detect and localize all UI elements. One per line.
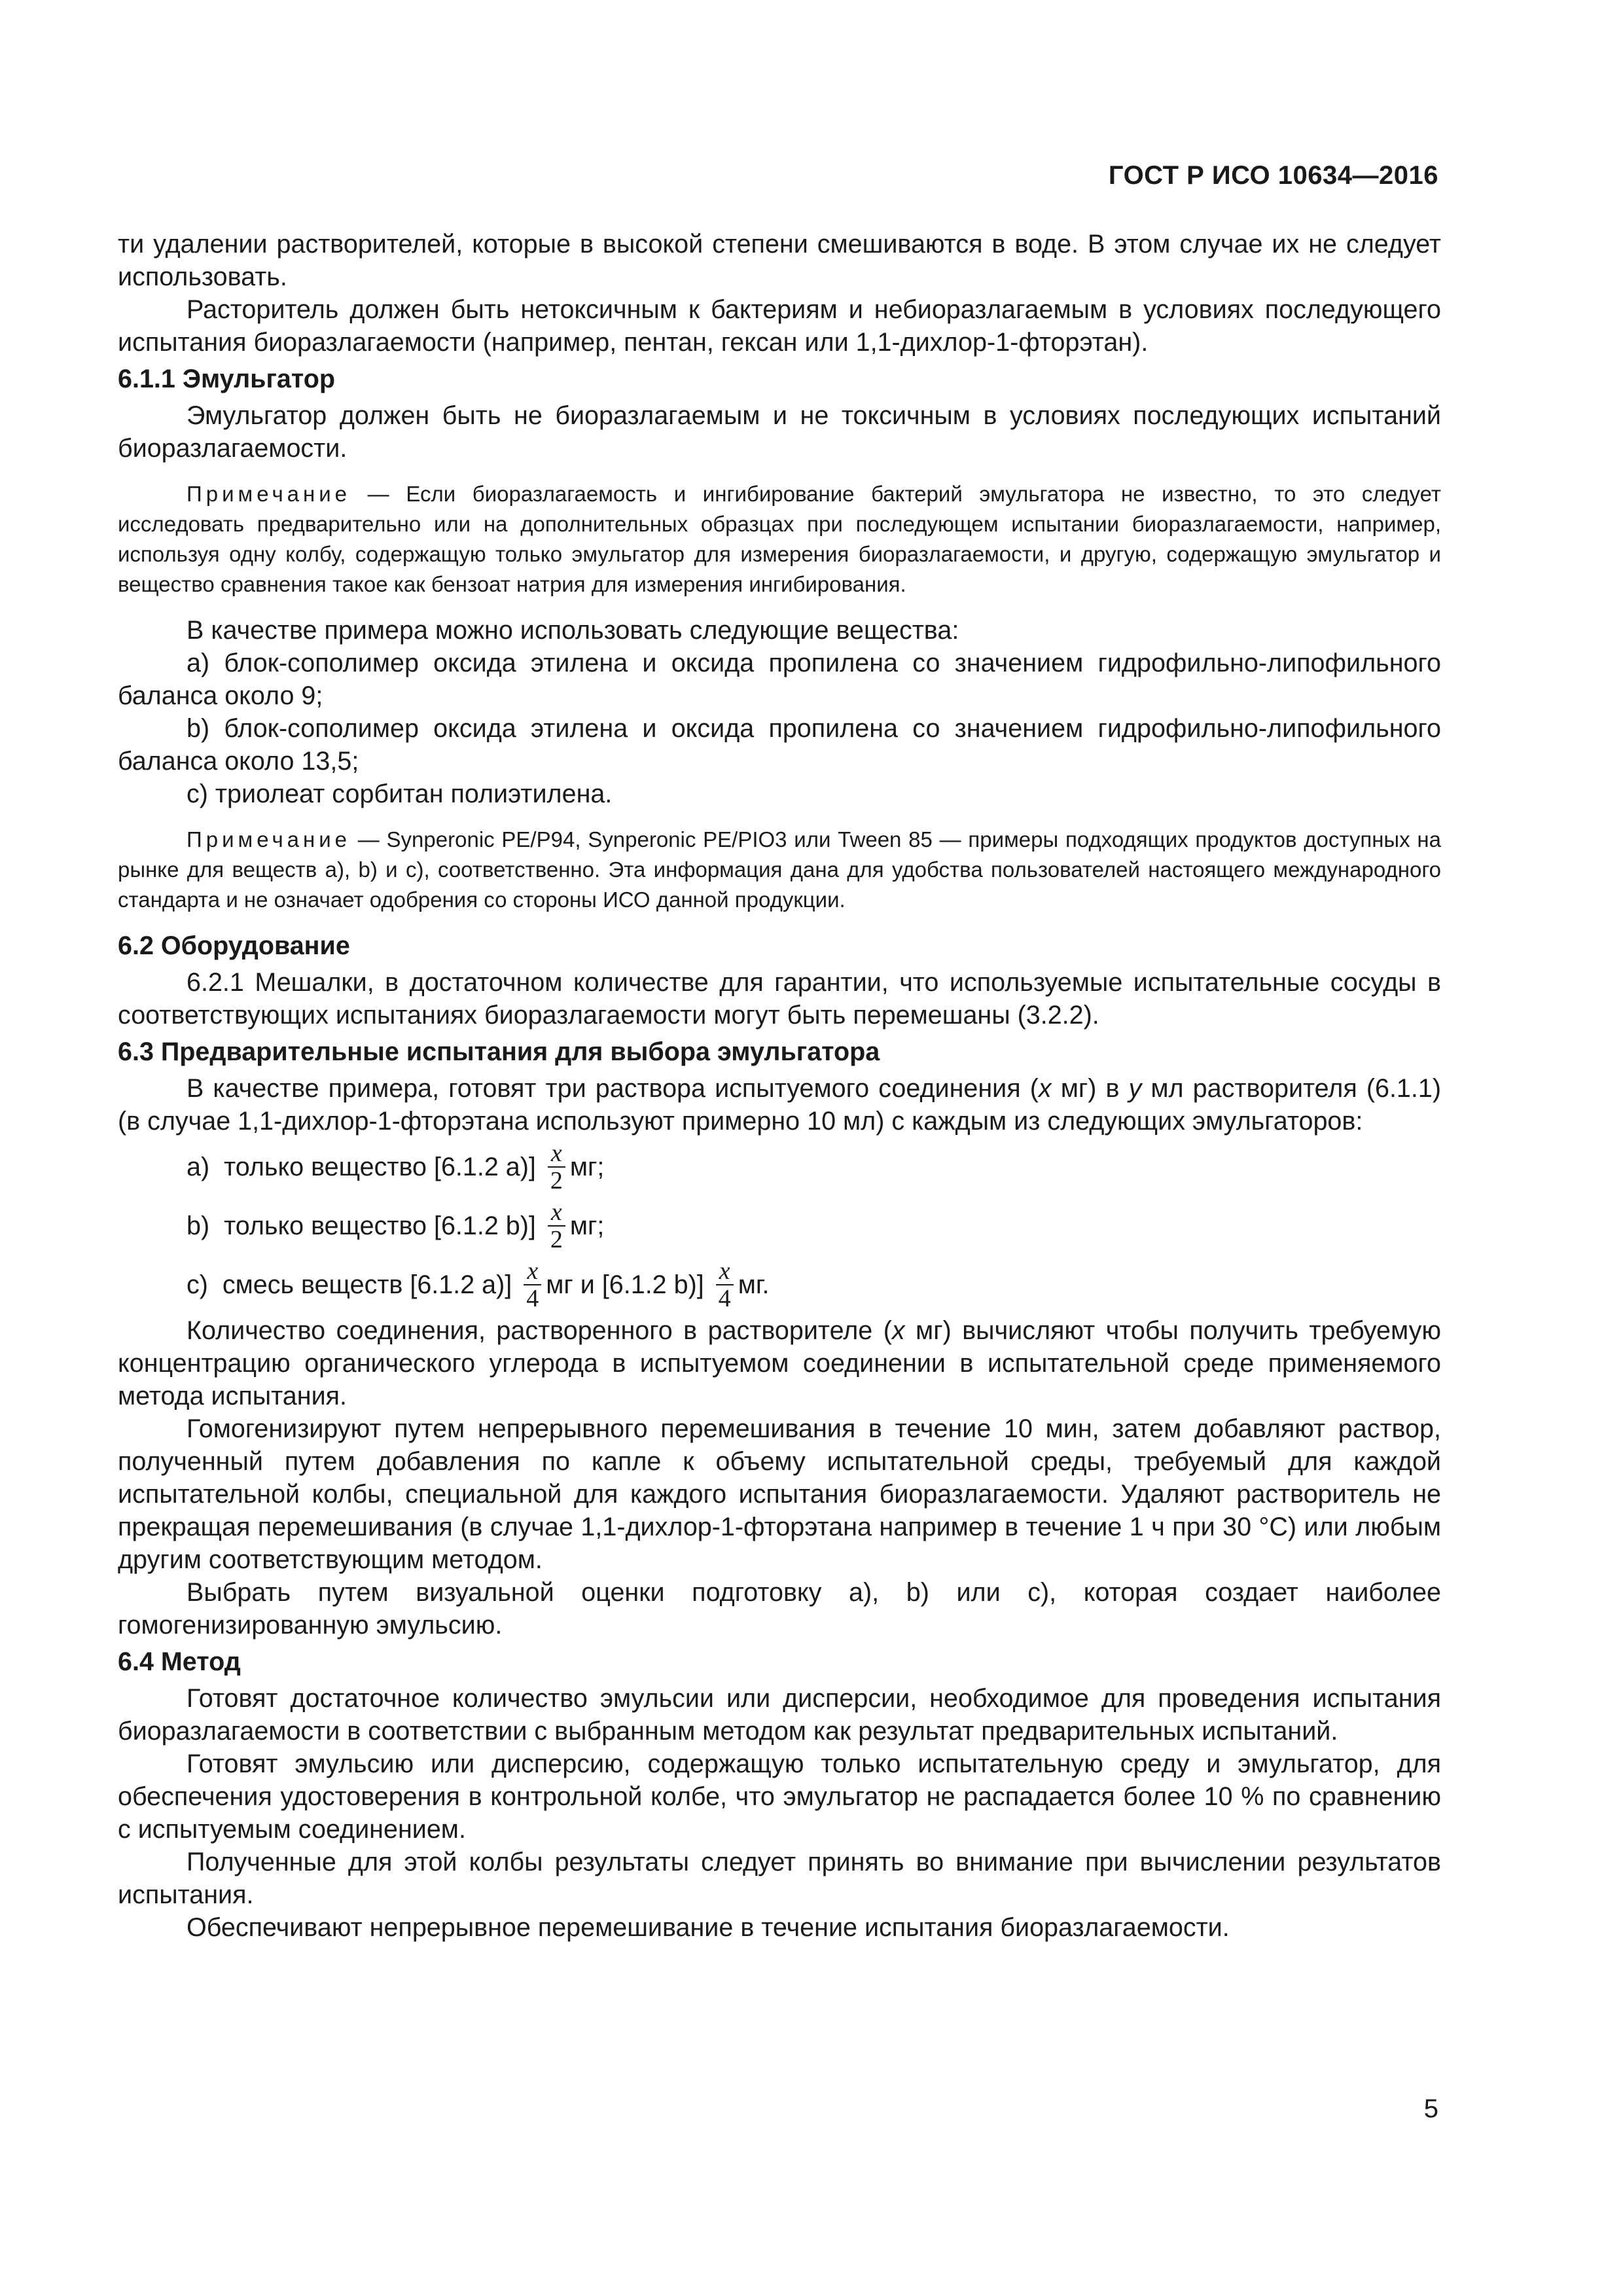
formula-c: c) смесь веществ [6.1.2 a)] $\frac{x}{4}$ мг и [6.1.2 b)] $\frac{x}{4}$ мг. — [187, 1257, 770, 1312]
paragraph: В качестве примера, готовят три раствора испытуемого соединения (x мг) в y мл растворителя (6.1.1) (в случае 1,1-дихлор-1-фторэтана используют примерно 10 мл) с каждым из следующих эмульгаторов: — [118, 1074, 1441, 1136]
paragraph: Обеспечивают непрерывное перемешивание в течение испытания биоразлагаемости. — [187, 1913, 1230, 1942]
paragraph: Выбрать путем визуальной оценки подготовку a), b) или c), которая создает наиболее гомогенизированную эмульсию. — [118, 1578, 1441, 1640]
section-title: Оборудование — [160, 931, 350, 960]
paragraph: Полученные для этой колбы результаты следует принять во внимание при вычислении результатов испытания. — [118, 1848, 1441, 1909]
list-item: c) триолеат сорбитан полиэтилена. — [187, 780, 613, 808]
list-item: a) блок-сополимер оксида этилена и оксида пропилена со значением гидрофильно-липофильного баланса около 9; — [118, 649, 1441, 710]
paragraph: Готовят достаточное количество эмульсии или дисперсии, необходимое для проведения испытания биоразлагаемости в соответствии с выбранным методом как результат предварительных испытаний. — [118, 1684, 1441, 1746]
fraction: $\frac{x}{4}$ — [715, 1258, 734, 1312]
note — [118, 825, 1441, 915]
paragraph: В качестве примера можно использовать следующие вещества: — [187, 616, 959, 645]
formula-a: a) только вещество [6.1.2 a)] $\frac{x}{2}$ мг; — [187, 1139, 605, 1194]
section-number: 6.3 — [118, 1037, 154, 1066]
section-number: 6.2 — [118, 931, 154, 960]
fraction: $\frac{x}{4}$ — [523, 1258, 542, 1312]
fraction: $\frac{x}{2}$ — [547, 1140, 566, 1194]
paragraph: Готовят эмульсию или дисперсию, содержащую только испытательную среду и эмульгатор, для обеспечения удостоверения в контрольной колбе, что эмульгатор не распадается более 10 % по сравнению с испытуемым соединением. — [118, 1749, 1441, 1844]
section-heading-6-3 — [118, 1035, 1441, 1068]
page-number: 5 — [1423, 2094, 1438, 2123]
section-title: Предварительные испытания для выбора эмульгатора — [160, 1037, 880, 1066]
note — [118, 479, 1441, 600]
fraction: $\frac{x}{2}$ — [547, 1199, 566, 1253]
note-label: Примечание — [187, 827, 351, 852]
paragraph: Количество соединения, растворенного в растворителе (x мг) вычисляют чтобы получить требуемую концентрацию органического углерода в испытуемом соединении в испытательной среде применяемого метода испытания. — [118, 1316, 1441, 1410]
section-title: Метод — [160, 1647, 241, 1676]
paragraph: Расторитель должен быть нетоксичным к бактериям и небиоразлагаемым в условиях последующего испытания биоразлагаемости (например, пентан, гексан или 1,1-дихлор-1-фторэтан). — [118, 295, 1441, 357]
list-item: b) блок-сополимер оксида этилена и оксида пропилена со значением гидрофильно-липофильного баланса около 13,5; — [118, 714, 1441, 776]
section-number: 6.1.1 — [118, 365, 175, 393]
formula-b: b) только вещество [6.1.2 b)] $\frac{x}{2}$ мг; — [187, 1198, 605, 1253]
section-number: 6.4 — [118, 1647, 154, 1676]
paragraph: 6.2.1 Мешалки, в достаточном количестве для гарантии, что используемые испытательные сосуды в соответствующих испытаниях биоразлагаемости могут быть перемешаны (3.2.2). — [118, 968, 1441, 1030]
section-heading-6-1-1 — [118, 363, 1441, 395]
section-heading-6-4 — [118, 1645, 1441, 1678]
paragraph: ти удалении растворителей, которые в высокой степени смешиваются в воде. В этом случае их не следует использовать. — [118, 230, 1441, 291]
section-heading-6-2 — [118, 929, 1441, 962]
section-title: Эмульгатор — [182, 365, 335, 393]
paragraph: Эмульгатор должен быть не биоразлагаемым и не токсичным в условиях последующих испытаний биоразлагаемости. — [118, 401, 1441, 463]
document-code-header: ГОСТ Р ИСО 10634—2016 — [1108, 161, 1438, 190]
note-text: — Если биоразлагаемость и ингибирование бактерий эмульгатора не известно, то это следует исследовать предварительно или на дополнительных образцах при последующем испытании биоразлагаемости, например, используя одну колбу, содержащую только эмульгатор для измерения биоразлагаемости, и другую, содержащую эмульгатор и вещество сравнения такое как бензоат натрия для измерения ингибирования. — [118, 482, 1441, 596]
page-content — [118, 228, 1441, 1944]
paragraph: Гомогенизируют путем непрерывного перемешивания в течение 10 мин, затем добавляют раствор, полученный путем добавления по капле к объему испытательной среды, требуемый для каждой испытательной колбы, специальной для каждого испытания биоразлагаемости. Удаляют растворитель не прекращая перемешивания (в случае 1,1-дихлор-1-фторэтана например в течение 1 ч при 30 °C) или любым другим соответствующим методом. — [118, 1414, 1441, 1574]
note-text: — Synperonic PE/P94, Synperonic PE/PIO3 или Tween 85 — примеры подходящих продуктов доступных на рынке для веществ a), b) и c), соответственно. Эта информация дана для удобства пользователей настоящего международного стандарта и не означает одобрения со стороны ИСО данной продукции. — [118, 827, 1441, 912]
note-label: Примечание — [187, 482, 351, 506]
